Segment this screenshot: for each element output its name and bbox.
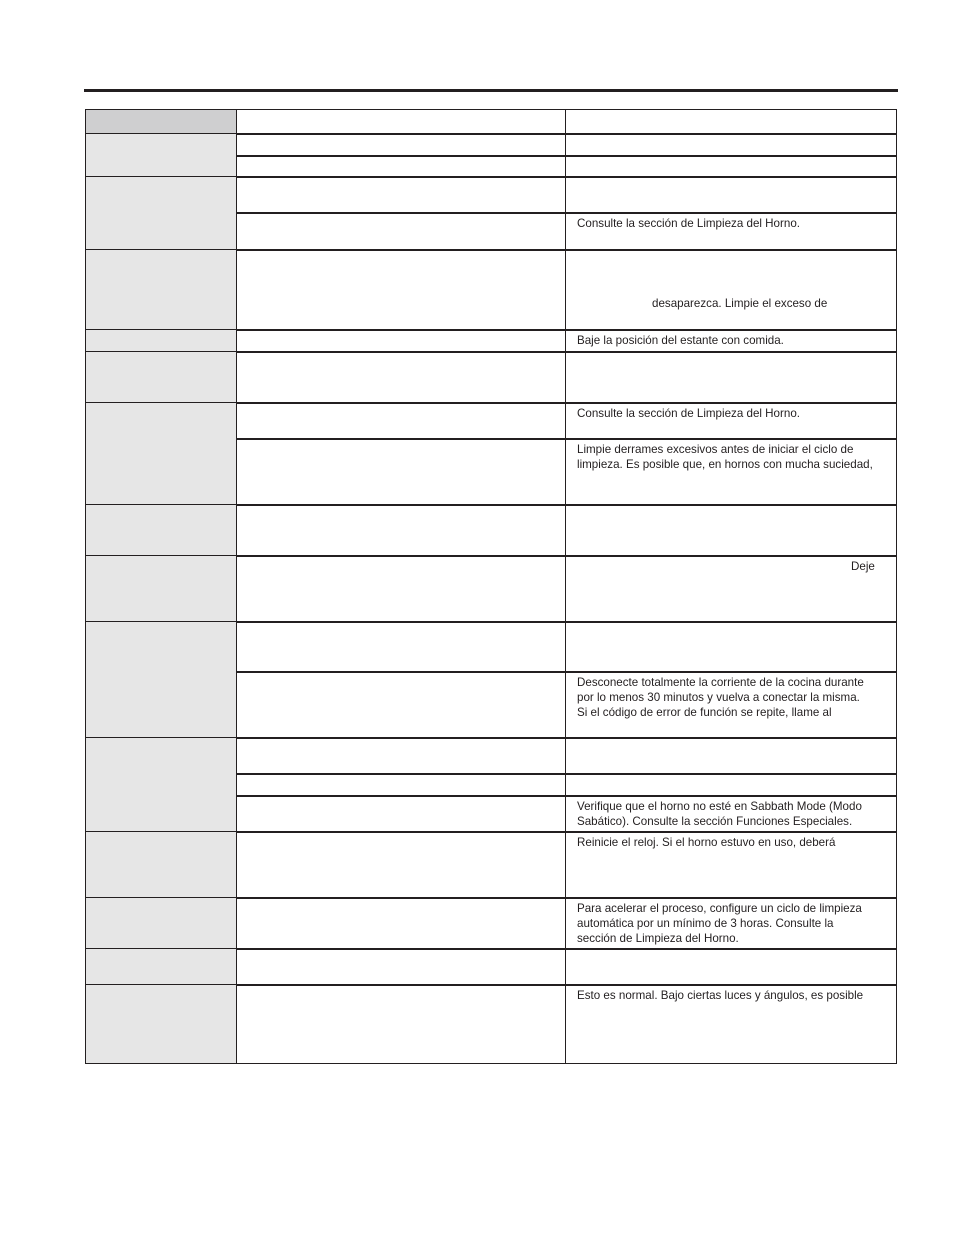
cause-subrow [237, 250, 896, 330]
cause-cell [237, 832, 566, 898]
cause-cell [237, 439, 566, 505]
cause-cell [237, 156, 566, 177]
table-row [86, 985, 896, 1063]
table-header-row [86, 110, 896, 134]
problem-cell [86, 622, 237, 738]
cause-subrow [237, 352, 896, 403]
solution-cell [566, 738, 896, 774]
cause-subrow [237, 156, 896, 177]
cause-subrow [237, 949, 896, 985]
solution-cell: Esto es normal. Bajo ciertas luces y ángulos, es posible [577, 989, 864, 1002]
solution-cell: Para acelerar el proceso, configure un ciclo de limpieza automática por un mínimo de 3 horas. Consulte la sección de Limpieza del Horno. [577, 902, 862, 945]
solution-cell [566, 622, 896, 672]
solution-cell [566, 134, 896, 156]
cause-subrow [237, 439, 896, 505]
cause-subrow [237, 505, 896, 556]
solution-cell: Limpie derrames excesivos antes de iniciar el ciclo de limpieza. Es posible que, en hornos con mucha suciedad, [577, 443, 873, 471]
cause-cell [237, 250, 566, 330]
solution-cell: Verifique que el horno no esté en Sabbath Mode (Modo Sabático). Consulte la sección Funciones Especiales. [577, 800, 862, 828]
cause-cell [237, 213, 566, 250]
cause-cell [237, 898, 566, 949]
cause-subrow [237, 672, 896, 738]
problem-cell [86, 898, 237, 949]
problem-cell [86, 505, 237, 556]
cause-subrow [237, 403, 896, 439]
problem-cell [86, 352, 237, 403]
solution-cell: Consulte la sección de Limpieza del Horno. [577, 217, 800, 230]
solution-cell [566, 352, 896, 403]
solution-cell: Reinicie el reloj. Si el horno estuvo en uso, deberá [577, 836, 836, 849]
problem-cell [86, 403, 237, 505]
table-row [86, 403, 896, 505]
solution-cell: Baje la posición del estante con comida. [577, 334, 784, 347]
table-row [86, 250, 896, 330]
cause-subrow [237, 796, 896, 832]
table-row [86, 556, 896, 622]
table-row [86, 505, 896, 556]
cause-cell [237, 774, 566, 796]
cause-cell [237, 134, 566, 156]
solution-cell [566, 556, 896, 622]
solution-cell [566, 177, 896, 213]
cause-subrow [237, 134, 896, 156]
problem-cell [86, 949, 237, 985]
cause-subrow [237, 622, 896, 672]
solution-text-fragment: desaparezca. Limpie el exceso de [652, 297, 828, 310]
table-row [86, 330, 896, 352]
table-row [86, 352, 896, 403]
cause-cell [237, 177, 566, 213]
table-row [86, 134, 896, 177]
table-row [86, 949, 896, 985]
cause-subrow [237, 832, 896, 898]
cause-cell [237, 556, 566, 622]
problem-cell [86, 250, 237, 330]
problem-cell [86, 985, 237, 1063]
table-row [86, 738, 896, 832]
problem-cell [86, 738, 237, 832]
solution-cell [566, 774, 896, 796]
header-problem-cell [86, 110, 237, 134]
cause-cell [237, 352, 566, 403]
cause-cell [237, 330, 566, 352]
cause-cell [237, 403, 566, 439]
troubleshooting-table [85, 109, 897, 1064]
cause-cell [237, 672, 566, 738]
cause-cell [237, 622, 566, 672]
cause-cell [237, 985, 566, 1063]
header-cause-cell [237, 110, 566, 134]
cause-subrow [237, 177, 896, 213]
solution-cell [566, 156, 896, 177]
table-row [86, 177, 896, 250]
table-row [86, 898, 896, 949]
problem-cell [86, 177, 237, 250]
cause-subrow [237, 738, 896, 774]
solution-cell [566, 505, 896, 556]
table-row [86, 832, 896, 898]
cause-cell [237, 738, 566, 774]
solution-cell: Consulte la sección de Limpieza del Horno. [577, 407, 800, 420]
table-row [86, 622, 896, 738]
cause-cell [237, 796, 566, 832]
cause-subrow [237, 556, 896, 622]
cause-subrow [237, 330, 896, 352]
cause-cell [237, 949, 566, 985]
cause-cell [237, 505, 566, 556]
problem-cell [86, 556, 237, 622]
cause-subrow [237, 774, 896, 796]
header-subrow [237, 110, 896, 134]
solution-cell [566, 949, 896, 985]
problem-cell [86, 134, 237, 177]
cause-subrow [237, 213, 896, 250]
cause-subrow [237, 898, 896, 949]
solution-text-fragment: Deje [851, 560, 875, 573]
solution-cell: Desconecte totalmente la corriente de la cocina durante por lo menos 30 minutos y vuelva a conectar la misma. Si el código de error de función se repite, llame al [577, 676, 864, 719]
top-rule [84, 89, 898, 92]
problem-cell [86, 330, 237, 352]
solution-cell [566, 250, 896, 330]
problem-cell [86, 832, 237, 898]
header-solution-cell [566, 110, 896, 134]
cause-subrow [237, 985, 896, 1063]
